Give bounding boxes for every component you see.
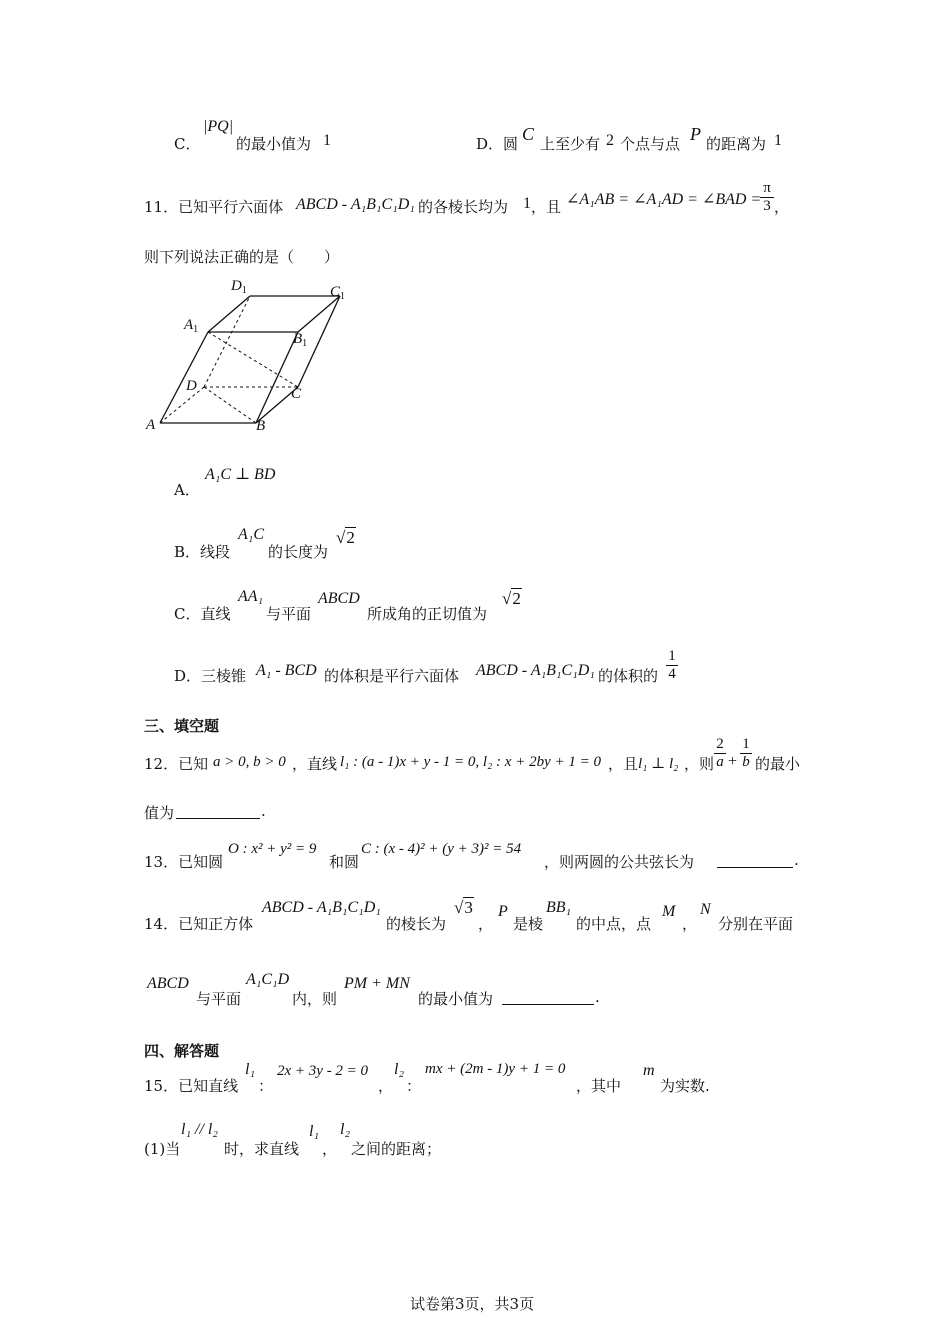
q12-period: . bbox=[261, 802, 266, 820]
q15-comma: ， bbox=[378, 1077, 394, 1095]
q11-option-d-label: D．三棱锥 bbox=[174, 667, 247, 685]
label-a1: $A_1$ bbox=[184, 317, 199, 335]
q14-text3: 的中点，点 bbox=[576, 915, 652, 933]
page-footer: 试卷第3页，共3页 bbox=[410, 1295, 535, 1313]
q14-solid: ABCD - A₁B₁C₁D₁ bbox=[262, 899, 381, 916]
label-a: A bbox=[146, 417, 156, 433]
q12-answer-blank[interactable] bbox=[176, 802, 260, 823]
q14-comma2: ， bbox=[682, 915, 698, 933]
q13-answer-blank[interactable] bbox=[717, 851, 793, 872]
label-c: C bbox=[291, 386, 302, 402]
q10-option-c-math: |PQ| bbox=[203, 118, 234, 135]
q11-angles: ∠A₁AB = ∠A₁AD = ∠BAD = bbox=[566, 191, 762, 208]
q13-circle-c: C : (x - 4)² + (y + 3)² = 54 bbox=[361, 841, 522, 857]
q11-pi: π bbox=[763, 180, 771, 196]
numerator: 2 bbox=[716, 736, 724, 752]
q14-point-m: M bbox=[662, 903, 676, 920]
q11-option-d-tetra: A₁ - BCD bbox=[256, 662, 317, 679]
q11-option-c-text2: 所成角的正切值为 bbox=[367, 605, 488, 623]
diagonal-bd bbox=[204, 387, 256, 423]
label-c1: $C_1$ bbox=[330, 284, 346, 302]
q10-option-d-label: D．圆 bbox=[476, 135, 519, 153]
edge-aa1 bbox=[160, 332, 208, 423]
q12-frac-2-a bbox=[714, 736, 726, 771]
q15-number: 15．已知直线 bbox=[144, 1077, 239, 1095]
hidden-edge-dd1 bbox=[204, 296, 250, 387]
q11-option-b-text: 的长度为 bbox=[268, 543, 329, 561]
q15-colon1: ： bbox=[258, 1077, 274, 1095]
label-d: D bbox=[186, 378, 197, 394]
q15-part1-l1: l₁ bbox=[309, 1123, 320, 1140]
q11-option-b-sqrt: √2 bbox=[336, 528, 355, 547]
q12-number: 12．已知 bbox=[144, 755, 209, 773]
section-3-heading: 三、填空题 bbox=[144, 717, 220, 735]
q15-colon2: ： bbox=[406, 1077, 422, 1095]
edge-a1d1 bbox=[208, 296, 250, 332]
q13-period: . bbox=[794, 851, 799, 869]
q11-option-d-solid: ABCD - A₁B₁C₁D₁ bbox=[476, 662, 595, 679]
denominator: 4 bbox=[668, 666, 676, 682]
q14-plane-abcd: ABCD bbox=[147, 975, 189, 992]
q14-sqrt: √3 bbox=[454, 898, 473, 917]
q11-text2: ，且 bbox=[531, 198, 562, 216]
denominator: b bbox=[742, 754, 750, 770]
q14-text5: 与平面 bbox=[196, 990, 242, 1008]
q14-number: 14．已知正方体 bbox=[144, 915, 254, 933]
q10-option-c-value: 1 bbox=[323, 132, 331, 149]
diagonal-a1c bbox=[208, 332, 298, 387]
q10-option-c-text: 的最小值为 bbox=[236, 135, 312, 153]
q11-length: 1 bbox=[523, 195, 531, 212]
q12-frac-1-b bbox=[740, 736, 752, 771]
hidden-edge-ad bbox=[160, 387, 204, 423]
q15-part1-parallel: l₁ // l₂ bbox=[181, 1121, 218, 1138]
q15-l2: l₂ bbox=[394, 1061, 405, 1078]
q14-comma: ， bbox=[478, 915, 494, 933]
q15-part1-d: 之间的距离； bbox=[351, 1140, 442, 1158]
q11-option-a-math: A₁C ⊥ BD bbox=[205, 466, 276, 483]
q11-option-c-sqrt: √2 bbox=[502, 589, 521, 608]
q11-option-c-text1: 与平面 bbox=[266, 605, 312, 623]
q10-option-d-text2: 个点与点 bbox=[620, 135, 681, 153]
q10-option-d-count: 2 bbox=[606, 132, 614, 149]
q13-text1: 和圆 bbox=[329, 853, 360, 871]
q14-plane-a1c1d: A₁C₁D bbox=[246, 971, 290, 988]
edge-b1c1 bbox=[298, 296, 340, 332]
q11-number: 11．已知平行六面体 bbox=[144, 198, 284, 216]
q12-text3: ，则 bbox=[684, 755, 715, 773]
parallelepiped-figure bbox=[140, 272, 370, 442]
q12-lines: l₁ : (a - 1)x + y - 1 = 0, l₂ : x + 2by + 1 = 0 bbox=[340, 754, 601, 770]
q12-line2: 值为 bbox=[144, 804, 175, 822]
q14-text1: 的棱长为 bbox=[386, 915, 447, 933]
q10-option-c-label: C． bbox=[174, 135, 201, 153]
numerator: 1 bbox=[742, 736, 750, 752]
q14-text4: 分别在平面 bbox=[718, 915, 794, 933]
q11-one-quarter bbox=[666, 648, 678, 683]
q14-text7: 的最小值为 bbox=[418, 990, 494, 1008]
q11-three: 3 bbox=[763, 198, 771, 214]
q14-expression: PM + MN bbox=[344, 975, 410, 992]
q11-option-c-math1: AA₁ bbox=[238, 588, 264, 605]
q15-part1-l2: l₂ bbox=[340, 1121, 351, 1138]
q15-text2: 为实数. bbox=[660, 1077, 710, 1095]
q11-solid: ABCD - A₁B₁C₁D₁ bbox=[296, 196, 415, 213]
q10-option-d-point: P bbox=[690, 124, 701, 144]
q11-comma: ， bbox=[774, 198, 790, 216]
q11-text1: 的各棱长均为 bbox=[418, 198, 509, 216]
q14-point-n: N bbox=[700, 901, 711, 918]
q11-option-b-math: A₁C bbox=[238, 526, 265, 543]
label-d1: $D_1$ bbox=[231, 278, 247, 296]
q14-period: . bbox=[595, 988, 600, 1006]
q11-option-a-label: A． bbox=[174, 481, 200, 499]
q12-text4: 的最小 bbox=[755, 755, 801, 773]
q13-text2: ，则两圆的公共弦长为 bbox=[544, 853, 695, 871]
q10-option-d-text3: 的距离为 bbox=[706, 135, 767, 153]
q15-part1-b: 时，求直线 bbox=[224, 1140, 300, 1158]
q12-perp: l₁ ⊥ l₂ bbox=[638, 756, 679, 772]
q12-text2: ，且 bbox=[608, 755, 639, 773]
q10-option-d-value: 1 bbox=[774, 132, 782, 149]
q15-part1-c: ， bbox=[322, 1140, 338, 1158]
q12-plus: + bbox=[728, 753, 738, 770]
q11-option-b-label: B．线段 bbox=[174, 543, 231, 561]
q14-edge: BB₁ bbox=[546, 899, 572, 916]
denominator: a bbox=[716, 754, 724, 770]
q14-point-p: P bbox=[498, 903, 508, 920]
q11-option-d-text2: 的体积的 bbox=[598, 667, 659, 685]
q10-option-d-text1: 上至少有 bbox=[540, 135, 601, 153]
q13-number: 13．已知圆 bbox=[144, 853, 224, 871]
q10-option-d-circle: C bbox=[522, 124, 535, 144]
q11-option-d-text1: 的体积是平行六面体 bbox=[324, 667, 460, 685]
label-b: B bbox=[256, 418, 266, 434]
q15-eq1: 2x + 3y - 2 = 0 bbox=[277, 1063, 369, 1079]
q14-text2: 是棱 bbox=[513, 915, 544, 933]
q13-circle-o: O : x² + y² = 9 bbox=[228, 841, 317, 857]
q11-pi-over-3 bbox=[760, 180, 774, 215]
q15-text1: ，其中 bbox=[576, 1077, 622, 1095]
section-4-heading: 四、解答题 bbox=[144, 1042, 220, 1060]
label-b1: $B_1$ bbox=[293, 331, 308, 349]
q12-condition: a > 0, b > 0 bbox=[213, 754, 286, 770]
q11-option-c-label: C．直线 bbox=[174, 605, 231, 623]
q15-part1-a: (1)当 bbox=[144, 1140, 181, 1158]
q15-m: m bbox=[643, 1062, 655, 1079]
q14-text6: 内，则 bbox=[292, 990, 338, 1008]
numerator: 1 bbox=[668, 648, 676, 664]
q12-text1: ，直线 bbox=[292, 755, 338, 773]
q15-l1: l₁ bbox=[245, 1061, 256, 1078]
q11-option-c-plane: ABCD bbox=[318, 590, 360, 607]
q15-eq2: mx + (2m - 1)y + 1 = 0 bbox=[425, 1061, 566, 1077]
edge-bb1 bbox=[256, 332, 298, 423]
q11-line2: 则下列说法正确的是（ ） bbox=[144, 248, 340, 266]
q14-answer-blank[interactable] bbox=[502, 988, 594, 1009]
